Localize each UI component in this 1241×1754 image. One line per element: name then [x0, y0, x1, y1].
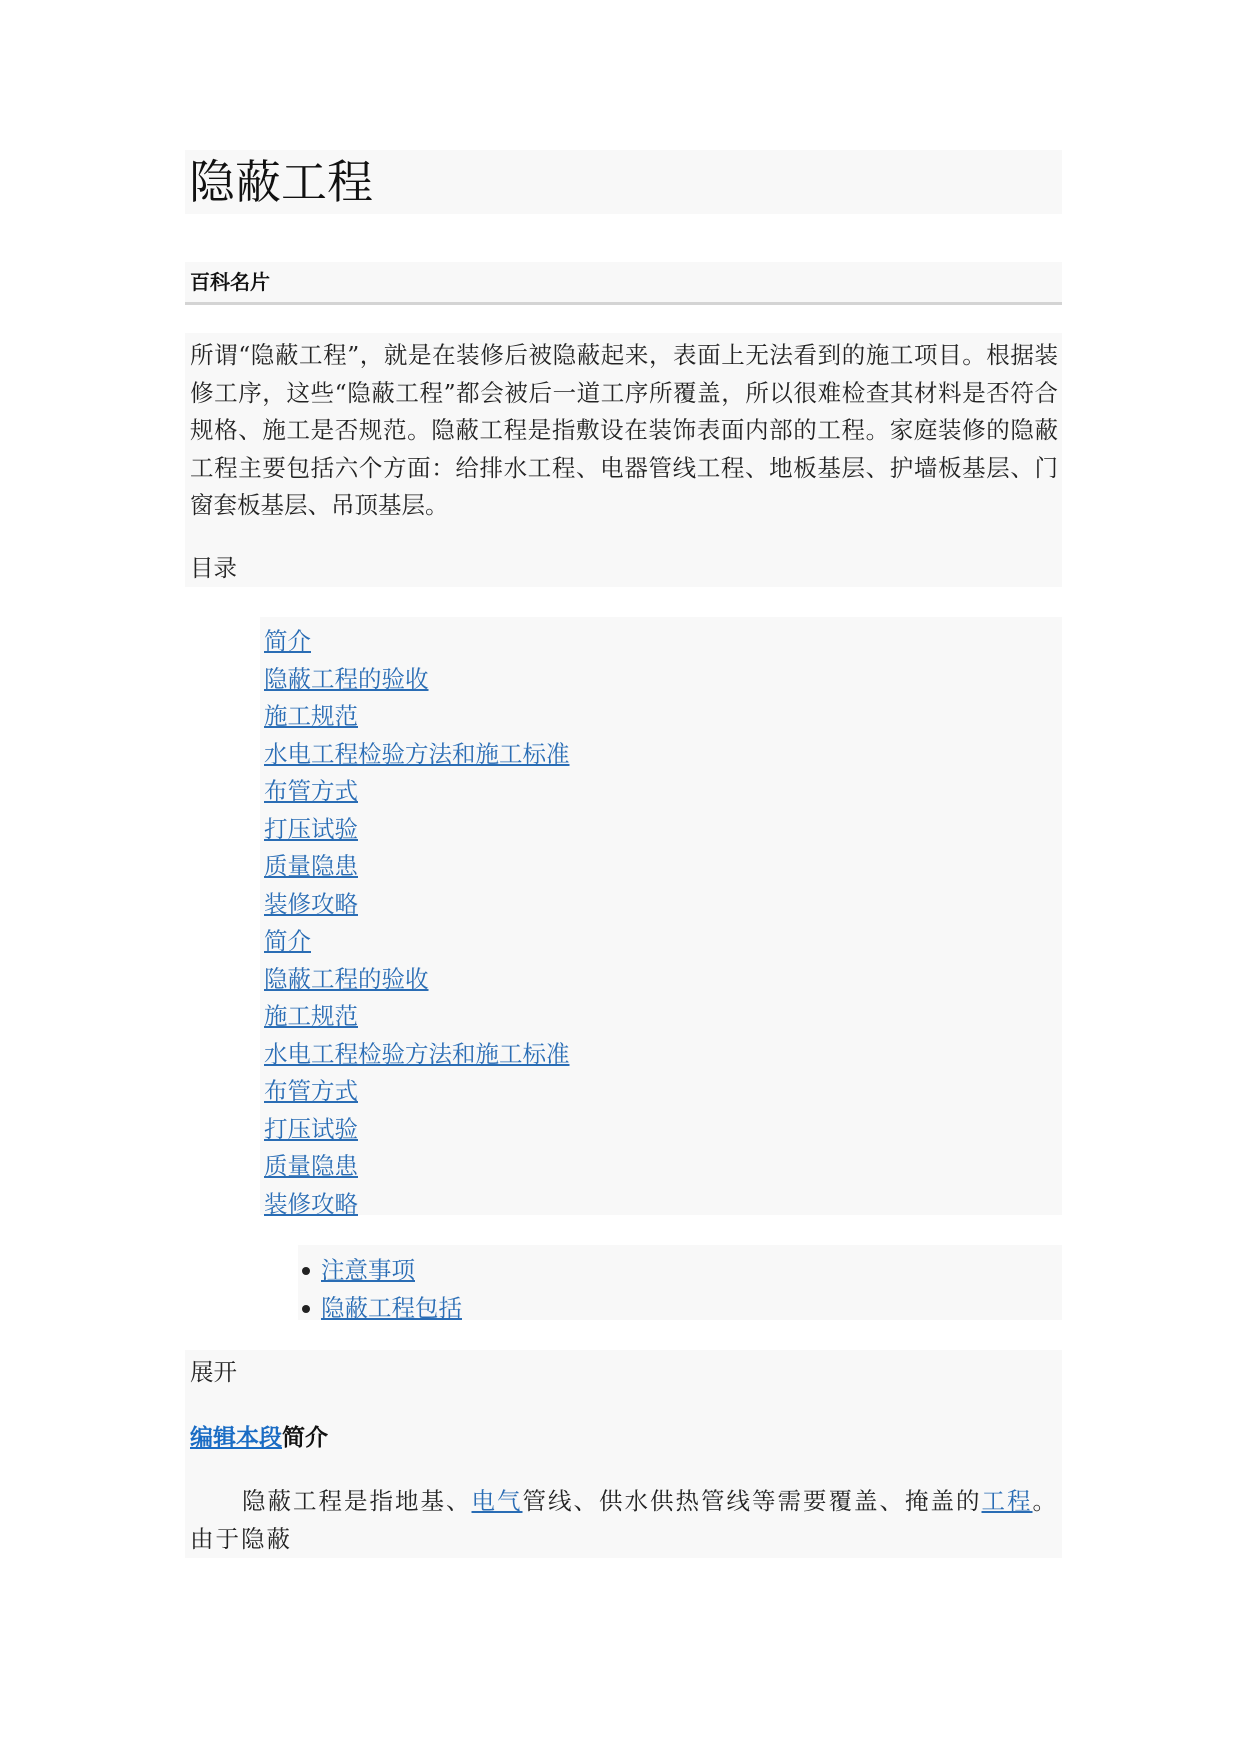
content-section	[185, 1350, 1062, 1558]
toc-link-acceptance[interactable]: 隐蔽工程的验收	[264, 664, 429, 693]
section-text: 。由于隐蔽	[190, 1487, 1058, 1553]
inline-link-engineering[interactable]: 工程	[981, 1487, 1033, 1515]
summary-card-header	[185, 262, 1062, 305]
toc-link-quality-hazards[interactable]: 质量隐患	[264, 1152, 358, 1180]
page-title: 隐蔽工程	[189, 155, 373, 209]
toc-link-acceptance[interactable]: 隐蔽工程的验收	[264, 964, 429, 993]
section-paragraph	[190, 1483, 1058, 1558]
toc-link-pressure-test[interactable]: 打压试验	[264, 814, 358, 843]
section-heading	[190, 1420, 1058, 1457]
section-text: 管线、供水供热管线等需要覆盖、掩盖的	[522, 1487, 982, 1515]
toc-link-pipe-layout[interactable]: 布管方式	[264, 1077, 358, 1105]
toc-list	[260, 617, 1062, 1218]
toc-sublist	[298, 1245, 1062, 1320]
section-title: 简介	[282, 1425, 328, 1451]
intro-paragraph: 所谓“隐蔽工程”，就是在装修后被隐蔽起来，表面上无法看到的施工项目。根据装修工序，这些“隐蔽工程”都会被后一道工序所覆盖，所以很难检查其材料是否符合规格、施工是否规范。隐蔽工程是指敷设在装饰表面内部的工程。家庭装修的隐蔽工程主要包括六个方面：给排水工程、电器管线工程、地板基层、护墙板基层、门窗套板基层、吊顶基层。	[190, 341, 1058, 519]
summary-card-heading: 百科名片	[190, 270, 270, 294]
title-block	[185, 150, 1062, 214]
section-text: 隐蔽工程是指地基、	[242, 1487, 472, 1515]
toc-link-construction-spec[interactable]: 施工规范	[264, 1002, 358, 1030]
bullet-icon	[302, 1267, 310, 1275]
toc-label: 目录	[190, 553, 237, 582]
toc-link-pipe-layout[interactable]: 布管方式	[264, 777, 358, 805]
toc-link-pressure-test[interactable]: 打压试验	[264, 1114, 358, 1143]
toc-link-inspection-standards[interactable]: 水电工程检验方法和施工标准	[264, 739, 570, 768]
edit-section-link[interactable]: 编辑本段	[190, 1425, 282, 1451]
toc-link-inspection-standards[interactable]: 水电工程检验方法和施工标准	[264, 1039, 570, 1068]
toc-link-intro[interactable]: 简介	[264, 627, 311, 655]
bullet-icon	[302, 1305, 310, 1313]
inline-link-electric[interactable]: 电气	[471, 1487, 523, 1515]
toc-subitem	[298, 1252, 1062, 1290]
toc-subitem	[298, 1290, 1062, 1328]
toc-link-construction-spec[interactable]: 施工规范	[264, 702, 358, 730]
toc-link-includes[interactable]: 隐蔽工程包括	[321, 1293, 462, 1322]
toc-link-renovation-guide[interactable]: 装修攻略	[264, 889, 358, 918]
toc-link-quality-hazards[interactable]: 质量隐患	[264, 852, 358, 880]
toc-link-renovation-guide[interactable]: 装修攻略	[264, 1189, 358, 1218]
expand-toggle[interactable]: 展开	[190, 1358, 237, 1386]
toc-link-intro[interactable]: 简介	[264, 927, 311, 955]
intro-section	[185, 333, 1062, 587]
toc-link-precautions[interactable]: 注意事项	[321, 1256, 415, 1284]
